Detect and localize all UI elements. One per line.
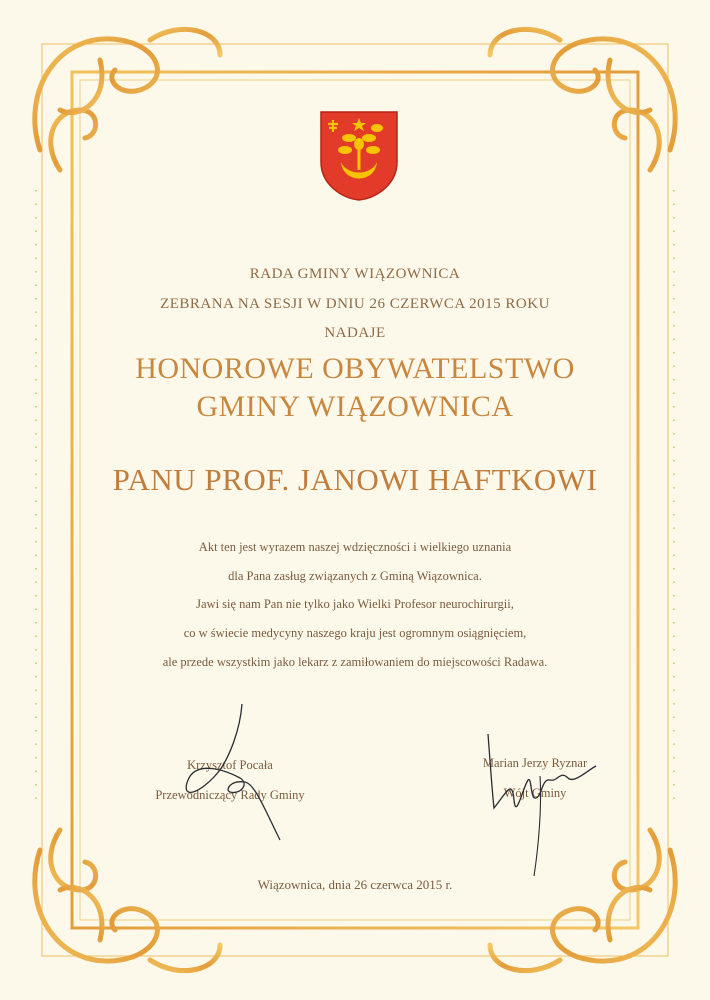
left-signatory-role: Przewodniczący Rady Gminy <box>155 788 305 802</box>
body-line-2: dla Pana zasług związanych z Gminą Wiązownica. <box>228 569 482 583</box>
header-line-1: RADA GMINY WIĄZOWNICA <box>249 266 461 282</box>
right-signatory-role: Wójt Gminy <box>503 786 567 800</box>
header-line-2: ZEBRANA NA SESJI W DNIU 26 CZERWCA 2015 ROKU <box>160 296 550 312</box>
corner-ornament-top-left <box>35 29 220 170</box>
place-and-date: Wiązownica, dnia 26 czerwca 2015 r. <box>257 877 453 892</box>
coat-of-arms <box>319 110 399 202</box>
corner-ornament-top-right <box>490 29 675 170</box>
header-line-3: NADAJE <box>324 325 386 341</box>
title-line-2: GMINY WIĄZOWNICA <box>196 390 514 423</box>
body-line-1: Akt ten jest wyrazem naszej wdzięczności i wielkiego uznania <box>198 540 512 554</box>
title-line-1: HONOROWE OBYWATELSTWO <box>135 352 575 385</box>
body-line-4: co w świecie medycyny naszego kraju jest ogromnym osiągnięciem, <box>183 626 527 640</box>
body-line-3: Jawi się nam Pan nie tylko jako Wielki Profesor neurochirurgii, <box>196 597 514 611</box>
body-line-5: ale przede wszystkim jako lekarz z zamiłowaniem do miejscowości Radawa. <box>162 655 548 669</box>
left-signatory-name: Krzysztof Pocała <box>187 758 273 772</box>
right-handwritten-signature <box>478 730 608 880</box>
right-signatory-name: Marian Jerzy Ryznar <box>482 756 588 770</box>
recipient-name: PANU PROF. JANOWI HAFTKOWI <box>112 462 598 497</box>
left-handwritten-signature <box>170 700 290 850</box>
corner-ornament-bottom-left <box>35 830 220 971</box>
